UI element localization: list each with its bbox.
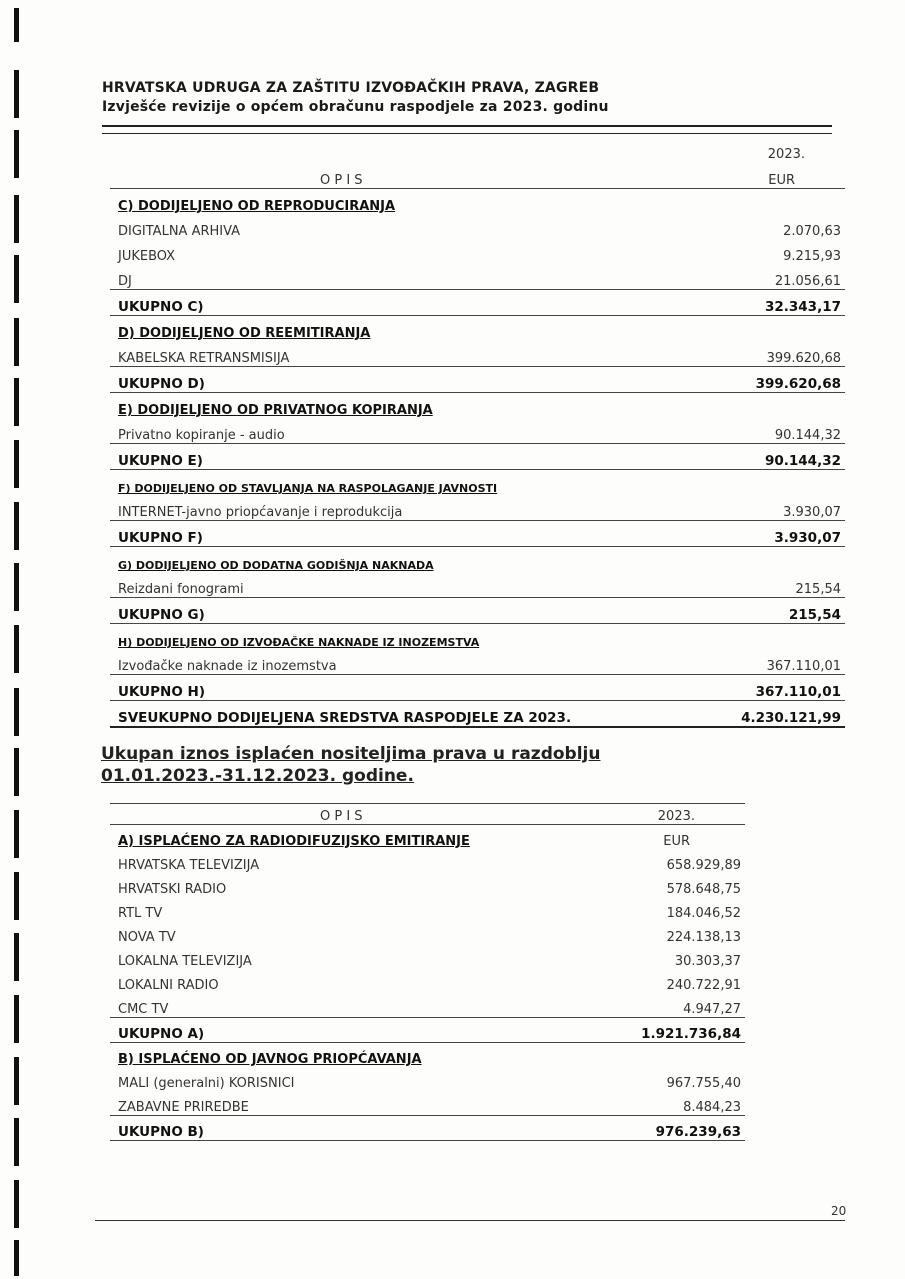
row-value: 4.947,27	[683, 1002, 741, 1017]
row-label: UKUPNO E)	[118, 453, 203, 469]
row-label: Izvođačke naknade iz inozemstva	[118, 659, 337, 674]
row-label: ZABAVNE PRIREDBE	[118, 1100, 249, 1115]
table-row	[110, 572, 845, 598]
binder-mark	[14, 440, 19, 488]
table-row	[110, 495, 845, 521]
binder-mark	[14, 378, 19, 426]
row-value: 1.921.736,84	[641, 1026, 741, 1042]
table-row	[110, 418, 845, 444]
report-header-title: Izvješće revizije o općem obračunu raspodjele za 2023. godinu	[102, 99, 609, 115]
row-value: 367.110,01	[766, 659, 841, 674]
row-label: CMC TV	[118, 1002, 169, 1017]
row-label: UKUPNO B)	[118, 1124, 204, 1140]
row-value: 8.484,23	[683, 1100, 741, 1115]
row-label: UKUPNO A)	[118, 1026, 205, 1042]
table-row	[110, 969, 745, 993]
row-value: 21.056,61	[774, 274, 841, 289]
row-value: 399.620,68	[766, 351, 841, 366]
row-label: JUKEBOX	[118, 249, 176, 264]
row-label: LOKALNI RADIO	[118, 978, 219, 993]
section-heading	[110, 547, 845, 572]
paid-out-heading: Ukupan iznos isplaćen nositeljima prava u razdoblju 01.01.2023.-31.12.2023. godine.	[101, 744, 601, 786]
binder-mark	[14, 1240, 19, 1276]
row-label: E) DODIJELJENO OD PRIVATNOG KOPIRANJA	[118, 403, 433, 418]
row-label: G) DODIJELJENO OD DODATNA GODIŠNJA NAKNADA	[118, 559, 434, 572]
subtotal-row	[110, 290, 845, 316]
row-value: 658.929,89	[666, 858, 741, 873]
row-label: DJ	[118, 274, 132, 289]
row-value: 215,54	[788, 607, 841, 623]
binder-mark	[14, 995, 19, 1043]
row-value: 9.215,93	[783, 249, 841, 264]
table-header-year-row	[110, 138, 845, 162]
binder-mark	[14, 130, 19, 178]
column-header-opis: O P I S	[320, 809, 363, 824]
row-value: 3.930,07	[783, 505, 841, 520]
table-row	[110, 239, 845, 264]
page-number: 20	[831, 1204, 847, 1218]
row-value: 240.722,91	[666, 978, 741, 993]
row-label: UKUPNO F)	[118, 530, 203, 546]
section-heading	[110, 189, 845, 214]
row-value: 30.303,37	[674, 954, 741, 969]
row-label: NOVA TV	[118, 930, 176, 945]
row-label: Privatno kopiranje - audio	[118, 428, 285, 443]
row-label: B) ISPLAĆENO OD JAVNOG PRIOPĆAVANJA	[118, 1052, 422, 1067]
row-label: INTERNET-javno priopćavanje i reprodukcija	[118, 505, 403, 520]
row-label: HRVATSKA TELEVIZIJA	[118, 858, 260, 873]
binder-mark	[14, 70, 19, 118]
row-label: F) DODIJELJENO OD STAVLJANJA NA RASPOLAGANJE JAVNOSTI	[118, 482, 498, 495]
table-row	[110, 849, 745, 873]
binder-mark	[14, 195, 19, 243]
report-header-organization: HRVATSKA UDRUGA ZA ZAŠTITU IZVOĐAČKIH PRAVA, ZAGREB	[102, 80, 600, 96]
subtotal-row	[110, 675, 845, 701]
table-row	[110, 214, 845, 239]
row-label: Reizdani fonogrami	[118, 582, 244, 597]
binder-mark	[14, 502, 19, 550]
row-label: UKUPNO D)	[118, 376, 205, 392]
section-heading	[110, 624, 845, 649]
binder-mark	[14, 8, 19, 42]
binder-mark	[14, 933, 19, 981]
binder-mark	[14, 563, 19, 611]
table-row	[110, 264, 845, 290]
section-heading	[110, 825, 745, 849]
table-row	[110, 945, 745, 969]
row-label: DIGITALNA ARHIVA	[118, 224, 241, 239]
column-header-opis: O P I S	[320, 173, 363, 188]
binder-mark	[14, 318, 19, 366]
grand-total-row	[110, 701, 845, 728]
row-label: UKUPNO H)	[118, 684, 205, 700]
binder-mark	[14, 872, 19, 920]
section-heading	[110, 470, 845, 495]
section-heading	[110, 1043, 745, 1067]
row-value: 90.144,32	[764, 453, 841, 469]
row-value: 578.648,75	[666, 882, 741, 897]
year-header: 2023.	[657, 809, 695, 824]
row-value: 367.110,01	[755, 684, 841, 700]
table-row	[110, 897, 745, 921]
footer-rule	[95, 1220, 845, 1221]
row-label: C) DODIJELJENO OD REPRODUCIRANJA	[118, 199, 396, 214]
row-label: RTL TV	[118, 906, 163, 921]
row-label: MALI (generalni) KORISNICI	[118, 1076, 295, 1091]
header-rule-thin	[102, 133, 832, 134]
row-label: SVEUKUPNO DODIJELJENA SREDSTVA RASPODJELE ZA 2023.	[118, 710, 572, 726]
row-label: A) ISPLAĆENO ZA RADIODIFUZIJSKO EMITIRANJE	[118, 834, 470, 849]
subtotal-row	[110, 1018, 745, 1043]
subtotal-row	[110, 598, 845, 624]
table-row	[110, 921, 745, 945]
binder-mark	[14, 1180, 19, 1228]
table-header-row	[110, 162, 845, 189]
table-row	[110, 1067, 745, 1091]
row-value: 399.620,68	[755, 376, 841, 392]
row-value: 184.046,52	[666, 906, 741, 921]
row-value: 4.230.121,99	[741, 710, 841, 726]
binder-mark	[14, 810, 19, 858]
binder-mark	[14, 748, 19, 796]
binder-mark	[14, 255, 19, 303]
row-value: 2.070,63	[783, 224, 841, 239]
binder-mark	[14, 1118, 19, 1166]
row-value: 976.239,63	[655, 1124, 741, 1140]
subtotal-row	[110, 367, 845, 393]
row-label: UKUPNO G)	[118, 607, 205, 623]
currency-header: EUR	[768, 173, 795, 188]
row-label: H) DODIJELJENO OD IZVOĐAČKE NAKNADE IZ INOZEMSTVA	[118, 636, 480, 649]
row-value: EUR	[663, 834, 690, 849]
binder-mark	[14, 688, 19, 736]
row-value: 215,54	[795, 582, 841, 597]
row-value: 224.138,13	[666, 930, 741, 945]
header-rule	[102, 125, 832, 127]
row-value: 90.144,32	[774, 428, 841, 443]
subtotal-row	[110, 444, 845, 470]
allocation-table	[110, 138, 845, 728]
subtotal-row	[110, 1116, 745, 1141]
row-value: 967.755,40	[666, 1076, 741, 1091]
row-label: D) DODIJELJENO OD REEMITIRANJA	[118, 326, 371, 341]
table-row	[110, 873, 745, 897]
row-label: HRVATSKI RADIO	[118, 882, 227, 897]
row-value: 32.343,17	[764, 299, 841, 315]
section-heading	[110, 393, 845, 418]
binder-mark	[14, 625, 19, 673]
binder-mark	[14, 1057, 19, 1105]
row-label: UKUPNO C)	[118, 299, 204, 315]
table-row	[110, 1091, 745, 1116]
year-header: 2023.	[767, 147, 805, 162]
table-header-row	[110, 803, 745, 825]
table-row	[110, 649, 845, 675]
row-label: KABELSKA RETRANSMISIJA	[118, 351, 290, 366]
section-heading	[110, 316, 845, 341]
row-label: LOKALNA TELEVIZIJA	[118, 954, 252, 969]
subtotal-row	[110, 521, 845, 547]
table-row	[110, 341, 845, 367]
payout-table	[110, 803, 745, 1141]
row-value: 3.930,07	[774, 530, 841, 546]
table-row	[110, 993, 745, 1018]
